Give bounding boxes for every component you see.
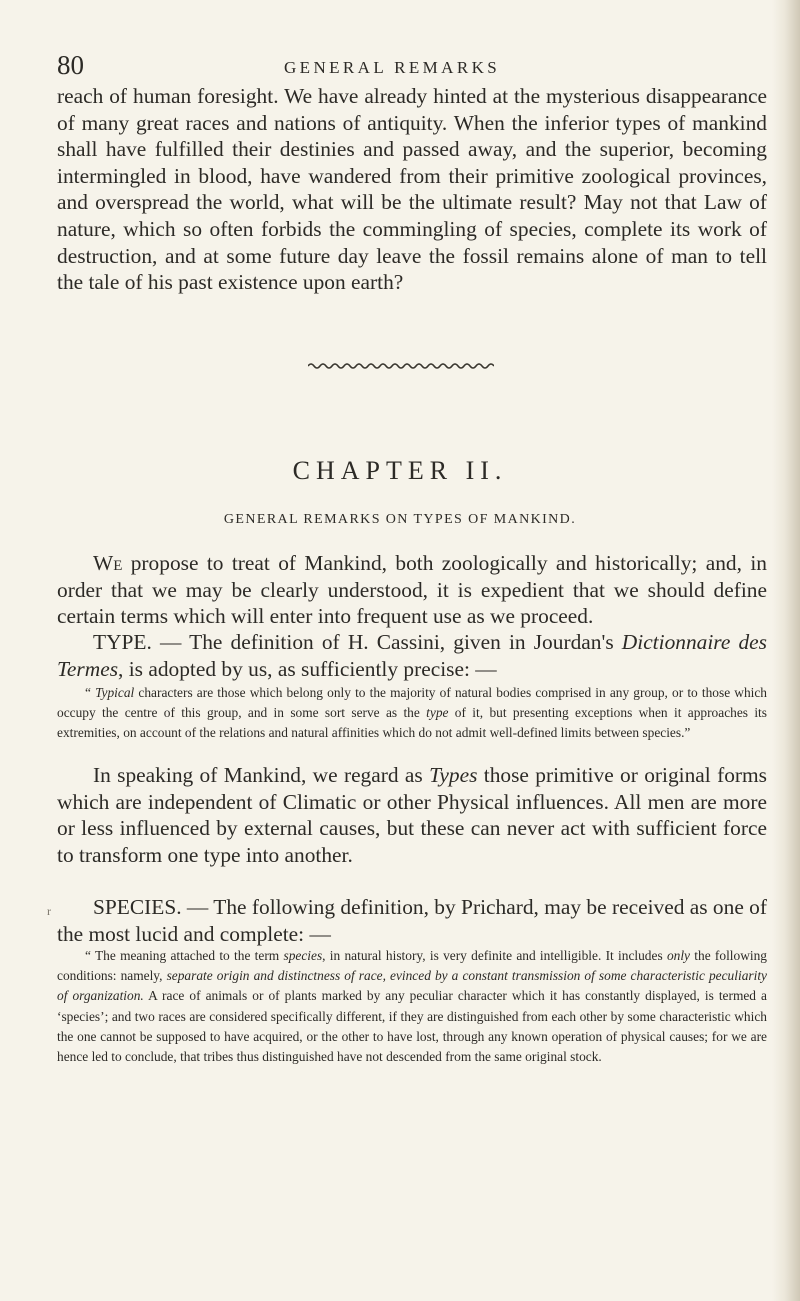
- paragraph-type-definition: [57, 629, 767, 682]
- quote-cassini: [57, 683, 767, 744]
- drop-word: We: [93, 551, 123, 575]
- wavy-rule-ornament: [308, 361, 494, 371]
- paragraph-intro: [57, 550, 767, 630]
- running-head: GENERAL REMARKS: [284, 58, 501, 77]
- quote-text: “ The meaning attached to the term: [85, 948, 284, 963]
- quote-italic: type: [426, 705, 449, 721]
- paragraph-intro-text: propose to treat of Mankind, both zoologically and historically; and, in order that we may be clearly understood, it is expedient that we should define certain terms which will enter into frequent use as we proceed.: [57, 551, 767, 629]
- book-title: Dictionnaire des Termes: [57, 630, 767, 681]
- chapter-heading: CHAPTER II.: [292, 456, 508, 485]
- quote-text: , in natural history, is very definite and intelligible. It includes: [322, 948, 667, 963]
- quote-italic: separate origin and distinctness of race, evinced by a constant transmission of some characteristic peculiarity of organization.: [57, 968, 767, 1004]
- quote-text: of it, but presenting exceptions when it approaches its extremities, on account of the relations and natural affinities which do not admit well-defined limits between species.”: [57, 705, 767, 741]
- margin-mark: r: [47, 904, 51, 918]
- term-italic: Types: [429, 763, 478, 787]
- chapter-subtitle: GENERAL REMARKS ON TYPES OF MANKIND.: [223, 512, 577, 527]
- paragraph-text: those primitive or original forms which are independent of Climatic or other Physical influences. All men are more or less influenced by external causes, but these can never act with sufficient force to transform one type into another.: [57, 763, 767, 867]
- paragraph-text: In speaking of Mankind, we regard as: [93, 763, 430, 787]
- quote-text: characters are those which belong only to the majority of natural bodies comprised in any group, or to those which occupy the centre of this group, and in some sort serve as the: [57, 685, 768, 721]
- quote-italic: Typical: [95, 685, 135, 700]
- quote-text: “: [85, 685, 96, 700]
- page-edge-shadow: [772, 0, 800, 1301]
- paragraph-text: , is adopted by us, as sufficiently precise: —: [118, 656, 497, 681]
- quote-italic: only: [666, 948, 690, 963]
- page-number: 80: [57, 50, 84, 80]
- paragraph-text: — The definition of H. Cassini, given in Jourdan's: [151, 630, 622, 654]
- quote-text: A race of animals or of plants marked by any peculiar character which it has constantly displayed, is termed a ‘species’; and two races are considered specifically different, if they are distinguished from each other by some characteristic which the one cannot be supposed to have acquired, or the other to have lost, through any known operation of physical causes; for we are hence led to conclude, that tribes thus distinguished have not descended from the same original stock.: [57, 988, 767, 1065]
- paragraph-types: [57, 762, 767, 868]
- term-species: SPECIES.: [93, 895, 182, 919]
- paragraph-text: — The following definition, by Prichard, may be received as one of the most lucid and complete: —: [57, 895, 767, 946]
- paragraph-species: [57, 894, 767, 947]
- quote-text: the following conditions: namely,: [57, 948, 767, 984]
- term-type: TYPE.: [93, 630, 152, 654]
- quote-prichard: [57, 946, 767, 1067]
- paragraph-continuation: reach of human foresight. We have already hinted at the mysterious disappearance of many great races and nations of antiquity. When the inferior types of mankind shall have fulfilled their destinies and passed away, and the superior, becoming intermingled in blood, have wandered from their primitive zoological provinces, and overspread the world, what will be the ultimate result? May not that Law of nature, which so often forbids the commingling of species, complete its work of destruction, and at some future day leave the fossil remains alone of man to tell the tale of his past existence upon earth?: [57, 84, 767, 295]
- quote-italic: species: [283, 948, 323, 963]
